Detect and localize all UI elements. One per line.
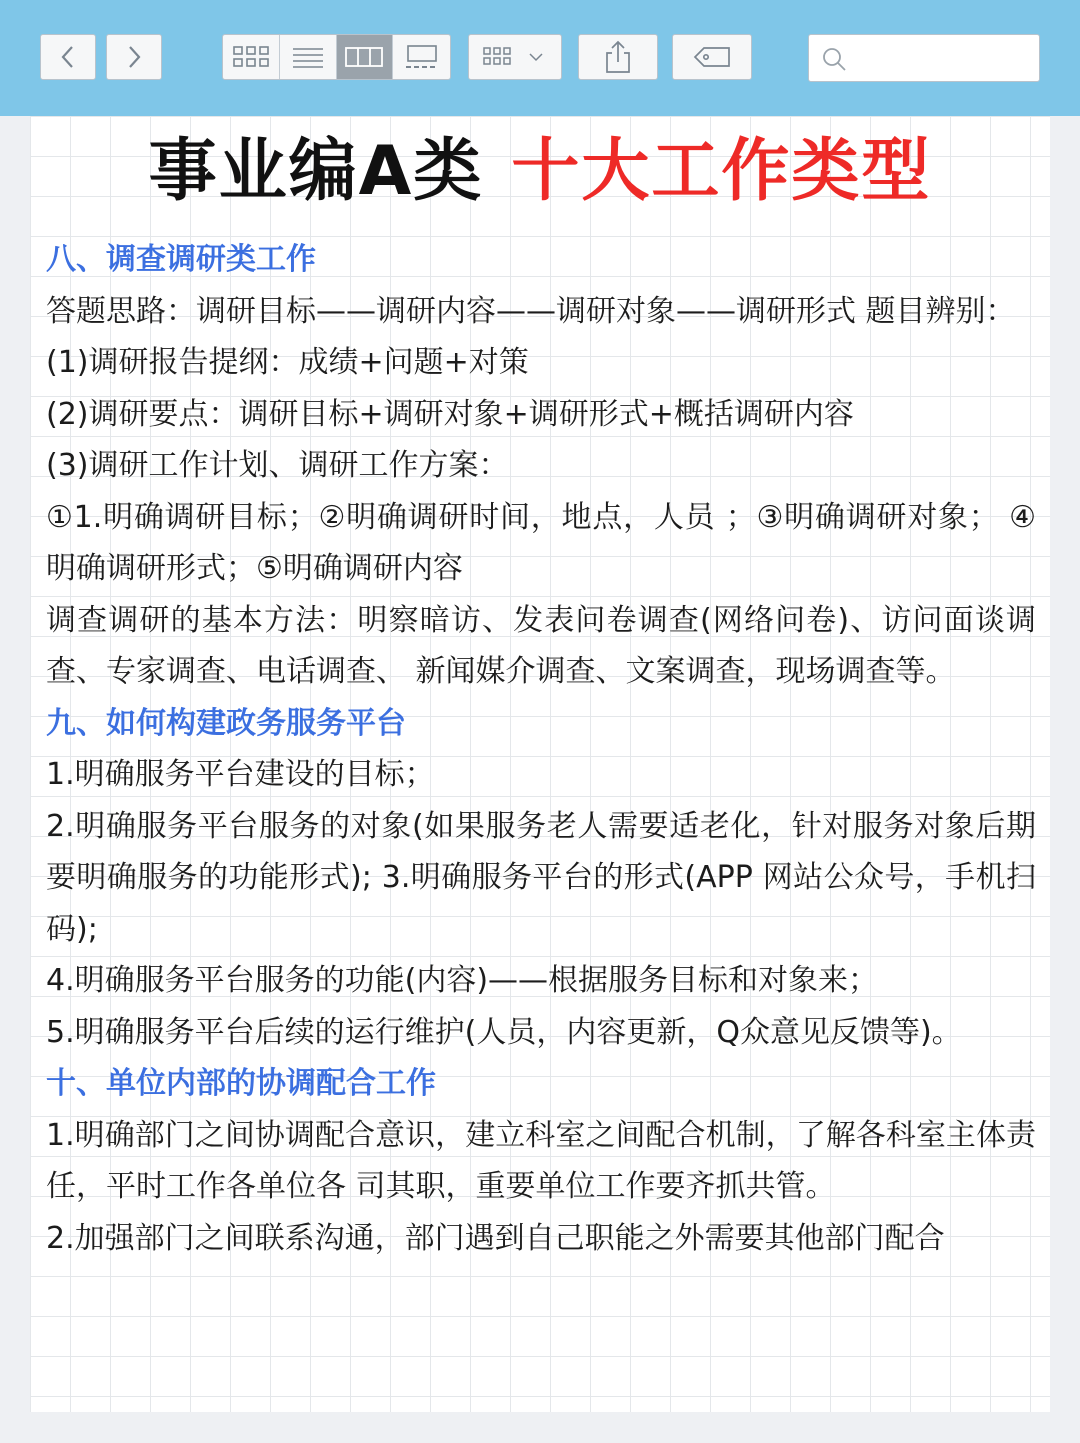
search-box[interactable] xyxy=(808,34,1040,82)
platform-item-2: 2.明确服务平台服务的对象(如果服务老人需要适老化，针对服务对象后期要明确服务的功能形式); 3.明确服务平台的形式(APP 网站公众号，手机扫码); xyxy=(46,808,1036,947)
coordination-item-2: 2.加强部门之间联系沟通，部门遇到自己职能之外需要其他部门配合 xyxy=(46,1220,945,1256)
column-view-icon xyxy=(344,45,384,69)
tag-button[interactable] xyxy=(672,34,752,80)
group-menu-icon xyxy=(480,44,550,70)
back-button[interactable] xyxy=(40,34,96,80)
group-menu-button[interactable] xyxy=(468,34,562,80)
list-view-icon xyxy=(291,45,325,69)
note-card xyxy=(30,116,1050,1412)
grid-view-button[interactable] xyxy=(223,35,280,79)
gallery-view-button[interactable] xyxy=(393,35,450,79)
page-title xyxy=(30,132,1050,212)
section-heading-survey: 八、调查调研类工作 xyxy=(46,242,316,277)
column-view-button[interactable] xyxy=(337,35,394,79)
title-black: 事业编A类 xyxy=(148,132,484,211)
survey-steps: ①1.明确调研目标；②明确调研时间，地点，人员 ；③明确调研对象； ④明确调研形式；⑤明确调研内容 xyxy=(46,499,1036,586)
section-heading-coordination: 十、单位内部的协调配合工作 xyxy=(46,1066,436,1101)
gallery-view-icon xyxy=(402,44,442,70)
list-view-button[interactable] xyxy=(280,35,337,79)
grid-view-icon xyxy=(231,44,271,70)
section-heading-platform: 九、如何构建政务服务平台 xyxy=(46,705,406,741)
platform-item-1: 1.明确服务平台建设的目标； xyxy=(46,757,435,792)
survey-item-1: (1)调研报告提纲：成绩+问题+对策 xyxy=(46,345,529,380)
survey-methods: 调查调研的基本方法：明察暗访、发表问卷调查(网络问卷)、访问面谈调查、专家调查、电话调查、 新闻媒介调查、文案调查，现场调查等。 xyxy=(46,602,1036,689)
title-red: 十大工作类型 xyxy=(511,132,932,211)
survey-item-3: (3)调研工作计划、调研工作方案： xyxy=(46,448,509,483)
survey-approach: 答题思路：调研目标——调研内容——调研对象——调研形式 题目辨别： xyxy=(46,293,1016,329)
platform-item-5: 5.明确服务平台后续的运行维护(人员，内容更新，Q众意见反馈等)。 xyxy=(46,1014,962,1050)
window-toolbar xyxy=(0,0,1080,116)
search-input[interactable] xyxy=(855,43,1035,75)
share-icon xyxy=(603,40,633,74)
survey-item-2: (2)调研要点：调研目标+调研对象+调研形式+概括调研内容 xyxy=(46,396,854,432)
coordination-item-1: 1.明确部门之间协调配合意识，建立科室之间配合机制，了解各科室主体责任，平时工作各单位各 司其职，重要单位工作要齐抓共管。 xyxy=(46,1117,1036,1204)
view-mode-switch xyxy=(222,34,451,80)
forward-button[interactable] xyxy=(106,34,162,80)
share-button[interactable] xyxy=(578,34,658,80)
platform-item-4: 4.明确服务平台服务的功能(内容)——根据服务目标和对象来； xyxy=(46,963,879,998)
chevron-left-icon xyxy=(58,44,78,70)
tag-icon xyxy=(692,45,732,69)
search-icon xyxy=(821,46,847,72)
chevron-right-icon xyxy=(124,44,144,70)
note-content xyxy=(46,234,1036,1264)
